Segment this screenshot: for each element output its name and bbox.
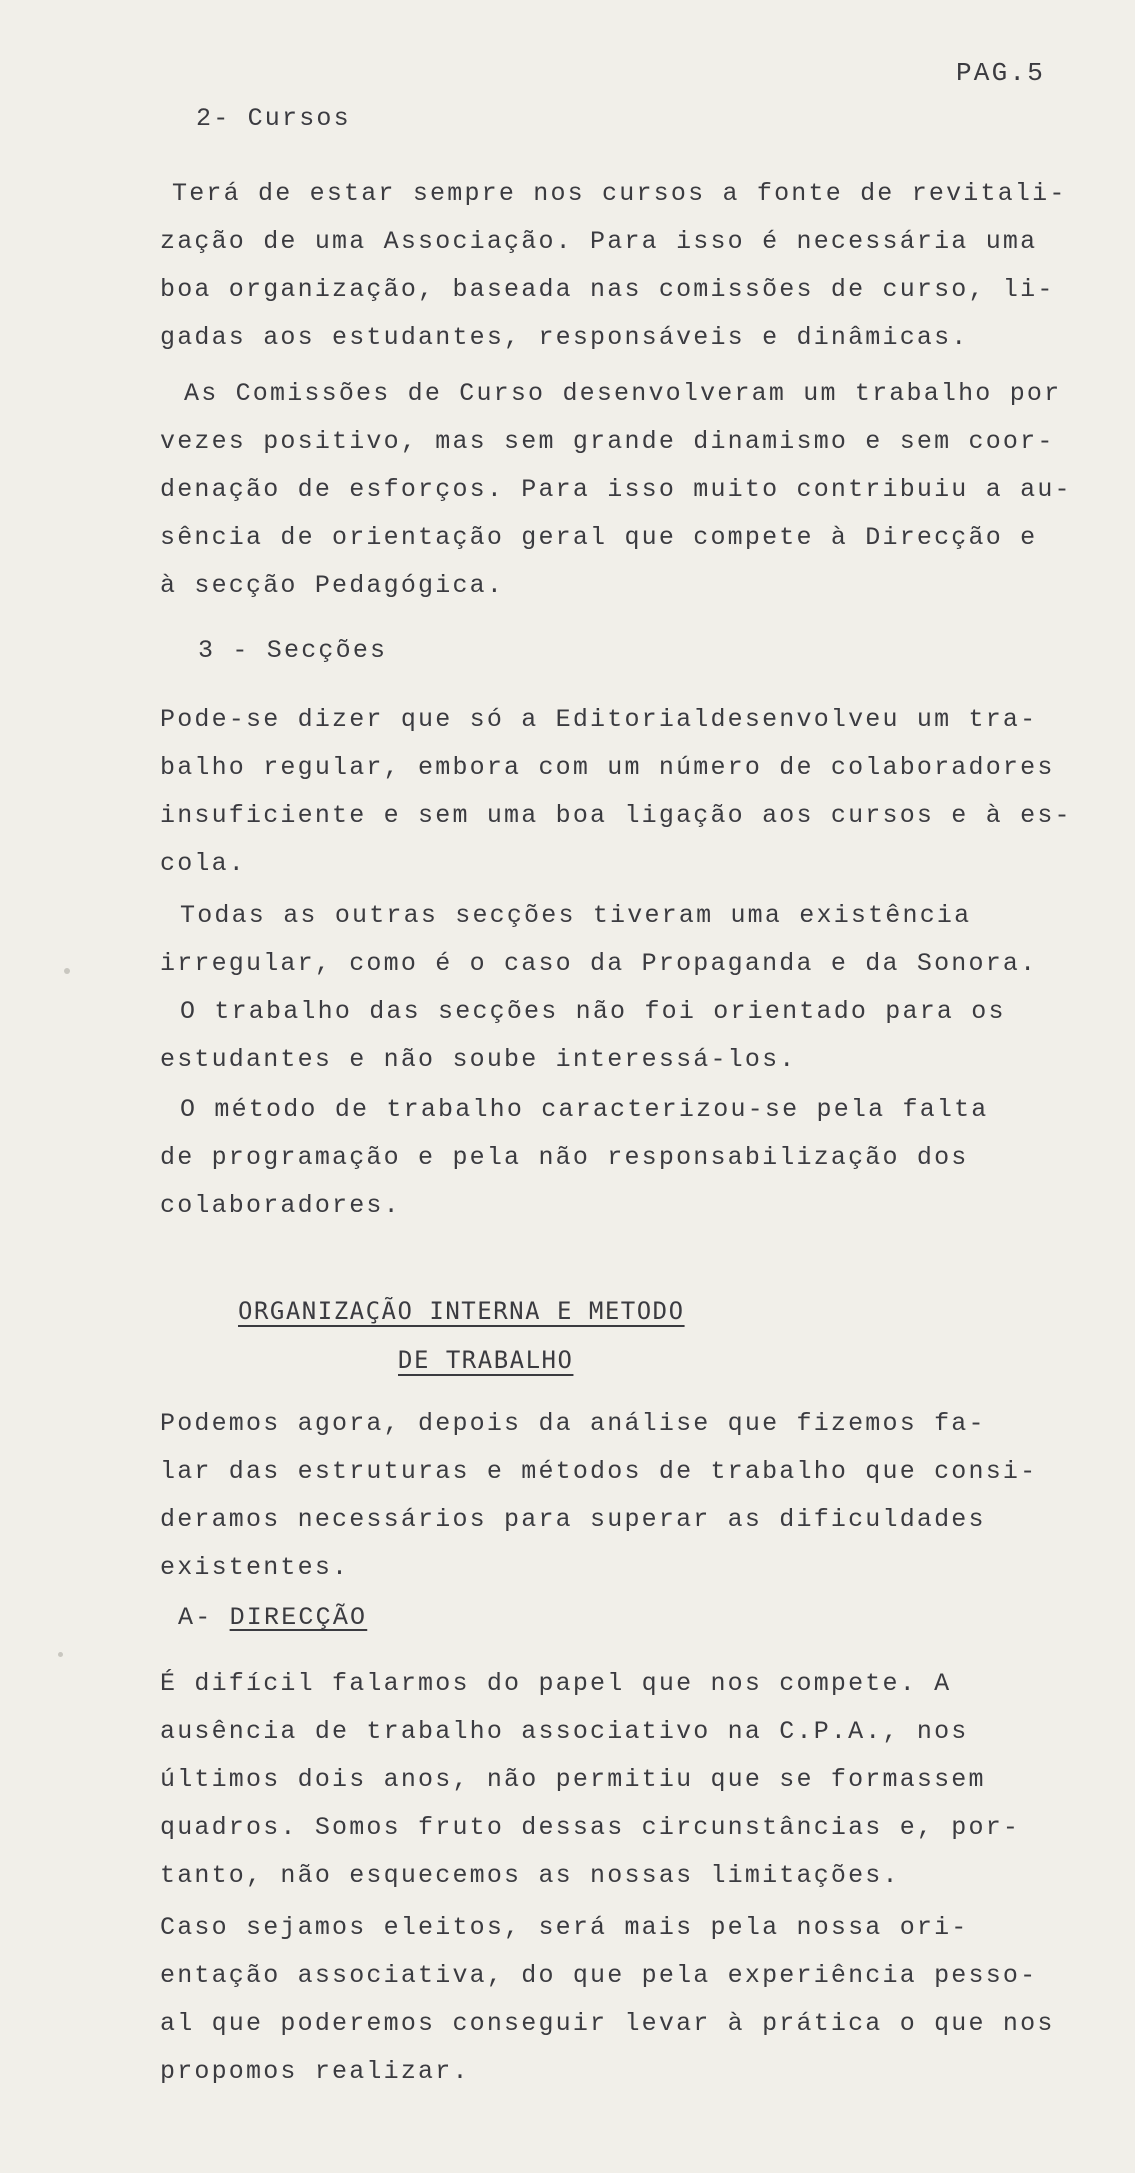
text-line: de programação e pela não responsabilização dos [160, 1143, 969, 1172]
text-line: ausência de trabalho associativo na C.P.A., nos [160, 1717, 969, 1746]
text-line: tanto, não esquecemos as nossas limitações. [160, 1861, 900, 1890]
text-line: deramos necessários para superar as dificuldades [160, 1505, 986, 1534]
paragraph-seccoes-1 [160, 696, 1090, 888]
section-heading-direccao [178, 1603, 367, 1632]
section-title-organizacao-line2: DE TRABALHO [398, 1346, 574, 1374]
paragraph-seccoes-2 [160, 892, 1090, 988]
text-line: gadas aos estudantes, responsáveis e dinâmicas. [160, 323, 969, 352]
heading-label: DIRECÇÃO [229, 1603, 368, 1632]
text-line: sência de orientação geral que compete à Direcção e [160, 523, 1038, 552]
text-line: colaboradores. [160, 1191, 401, 1220]
heading-prefix: A- [178, 1603, 230, 1632]
text-line: Terá de estar sempre nos cursos a fonte de revitali- [172, 179, 1067, 208]
text-line: O método de trabalho caracterizou-se pela falta [180, 1095, 989, 1124]
text-line: al que poderemos conseguir levar à prática o que nos [160, 2009, 1055, 2038]
page-number: PAG.5 [955, 58, 1045, 88]
text-line: irregular, como é o caso da Propaganda e da Sonora. [160, 949, 1038, 978]
text-line: O trabalho das secções não foi orientado para os [180, 997, 1006, 1026]
text-line: à secção Pedagógica. [160, 571, 505, 600]
section-heading-seccoes: 3 - Secções [198, 636, 388, 665]
text-line: boa organização, baseada nas comissões de curso, li- [160, 275, 1055, 304]
text-line: As Comissões de Curso desenvolveram um trabalho por [184, 379, 1062, 408]
paper-mark [64, 968, 70, 974]
paragraph-organizacao [160, 1400, 1090, 1592]
text-line: propomos realizar. [160, 2057, 470, 2086]
text-line: Todas as outras secções tiveram uma existência [180, 901, 972, 930]
text-line: Caso sejamos eleitos, será mais pela nossa ori- [160, 1913, 969, 1942]
section-title-organizacao-line1: ORGANIZAÇÃO INTERNA E METODO [238, 1297, 685, 1325]
paragraph-seccoes-4 [160, 1086, 1090, 1230]
text-line: quadros. Somos fruto dessas circunstâncias e, por- [160, 1813, 1021, 1842]
text-line: lar das estruturas e métodos de trabalho que consi- [160, 1457, 1038, 1486]
text-line: estudantes e não soube interessá-los. [160, 1045, 797, 1074]
paragraph-direccao-2 [160, 1904, 1090, 2096]
paragraph-cursos-2 [160, 370, 1090, 610]
paragraph-cursos-1 [160, 170, 1090, 362]
section-heading-cursos: 2- Cursos [196, 104, 351, 133]
paragraph-direccao-1 [160, 1660, 1090, 1900]
text-line: vezes positivo, mas sem grande dinamismo e sem coor- [160, 427, 1055, 456]
text-line: entação associativa, do que pela experiência pesso- [160, 1961, 1038, 1990]
text-line: insuficiente e sem uma boa ligação aos cursos e à es- [160, 801, 1072, 830]
paragraph-seccoes-3 [160, 988, 1090, 1084]
text-line: Podemos agora, depois da análise que fizemos fa- [160, 1409, 986, 1438]
text-line: cola. [160, 849, 247, 878]
text-line: É difícil falarmos do papel que nos compete. A [160, 1669, 952, 1698]
text-line: denação de esforços. Para isso muito contribuiu a au- [160, 475, 1072, 504]
text-line: Pode-se dizer que só a Editorialdesenvolveu um tra- [160, 705, 1038, 734]
text-line: existentes. [160, 1553, 350, 1582]
text-line: zação de uma Associação. Para isso é necessária uma [160, 227, 1038, 256]
text-line: últimos dois anos, não permitiu que se formassem [160, 1765, 986, 1794]
text-line: balho regular, embora com um número de colaboradores [160, 753, 1055, 782]
paper-mark [58, 1652, 63, 1657]
